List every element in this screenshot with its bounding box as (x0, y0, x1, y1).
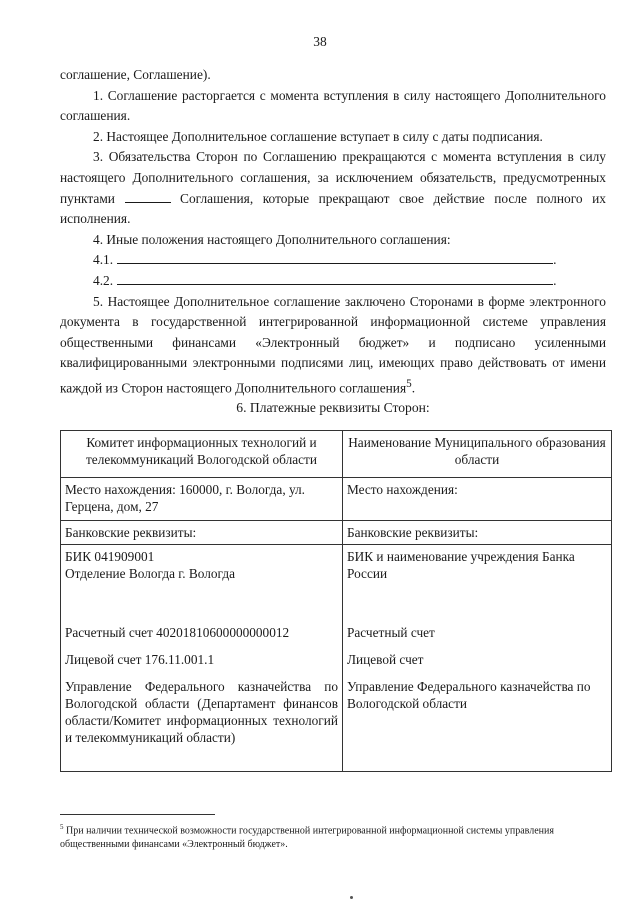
item-4-2-label: 4.2. (93, 272, 114, 288)
table-row (61, 521, 612, 545)
footnote-text: При наличии технической возможности государственной интегрированной информационной системы управления общественными финансами «Электронный бюджет». (60, 825, 554, 851)
right-bank-label: Банковские реквизиты: (343, 521, 612, 545)
payment-details-table (60, 430, 612, 772)
paragraph-4-1: 4.1. . (93, 252, 557, 268)
table-row (61, 545, 612, 772)
left-bank-label: Банковские реквизиты: (61, 521, 343, 545)
left-personal-account: Лицевой счет 176.11.001.1 (65, 652, 215, 667)
agreement-text (60, 65, 606, 399)
left-location: Место нахождения: 160000, г. Вологда, ул. Герцена, дом, 27 (61, 478, 343, 521)
table-row (61, 478, 612, 521)
right-party-name: Наименование Муниципального образования области (343, 431, 612, 478)
scan-dot (350, 896, 353, 899)
right-bik: БИК и наименование учреждения Банка России (347, 549, 575, 581)
paragraph-4-2: 4.2. . (93, 272, 557, 288)
left-party-name: Комитет информационных технологий и телекоммуникаций Вологодской области (61, 431, 343, 478)
points-blank-line (125, 191, 171, 203)
section-title: 6. Платежные реквизиты Сторон: (236, 400, 430, 415)
item-4-1-label: 4.1. (93, 252, 114, 268)
paragraph-4: 4. Иные положения настоящего Дополнительного соглашения: (93, 231, 451, 247)
left-bank-details (61, 545, 343, 772)
right-bank-details (343, 545, 612, 772)
right-account: Расчетный счет (347, 625, 435, 640)
right-personal-account: Лицевой счет (347, 652, 424, 667)
paragraph-5-text: 5. Настоящее Дополнительное соглашение заключено Сторонами в форме электронного документа в государственной интегрированной информационной системе управления общественными финансами «Электронный бюджет» и подписано усиленными квалифицированными электронными подписями лиц, имеющих право действовать от имени каждой из Сторон настоящего Дополнительного соглашения (60, 293, 606, 396)
paragraph-2: 2. Настоящее Дополнительное соглашение вступает в силу с даты подписания. (93, 128, 543, 144)
table-row (61, 431, 612, 478)
right-treasury: Управление Федерального казначейства по Вологодской области (347, 679, 591, 711)
footnote (60, 820, 606, 852)
footnote-separator (60, 814, 215, 815)
item-4-1-blank-line (117, 251, 553, 264)
left-account: Расчетный счет 40201810600000000012 (65, 625, 290, 640)
paragraph-5: 5. Настоящее Дополнительное соглашение заключено Сторонами в форме электронного документа в государственной интегрированной информационной системе управления общественными финансами «Электронный бюджет» и подписано усиленными квалифицированными электронными подписями лиц, имеющих право действовать от имени каждой из Сторон настоящего Дополнительного соглашения$^5$. (60, 293, 606, 396)
left-bik: БИК 041909001 (65, 549, 155, 564)
footnote-ref: 5 (406, 377, 412, 390)
paragraph-3 (60, 147, 606, 229)
paragraph-0: соглашение, Соглашение). (60, 67, 211, 82)
page-number: 38 (313, 34, 327, 49)
item-4-2-blank-line (117, 272, 553, 285)
left-branch: Отделение Вологда г. Вологда (65, 566, 235, 581)
left-treasury: Управление Федерального казначейства по Вологодской области (Департамент финансов области/Комитет информационных технологий и телекоммуникаций области) (65, 679, 338, 745)
paragraph-3-after: Соглашения, которые прекращают свое действие после полного их исполнения. (60, 190, 606, 227)
paragraph-1: 1. Соглашение расторгается с момента вступления в силу настоящего Дополнительного соглашения. (60, 87, 606, 124)
footnote-mark: 5 (60, 823, 64, 831)
right-location: Место нахождения: (343, 478, 612, 521)
paragraph-3-before: 3. Обязательства Сторон по Соглашению прекращаются с момента вступления в силу настоящего Дополнительного соглашения, за исключением обязательств, предусмотренных пунктами (60, 149, 606, 206)
